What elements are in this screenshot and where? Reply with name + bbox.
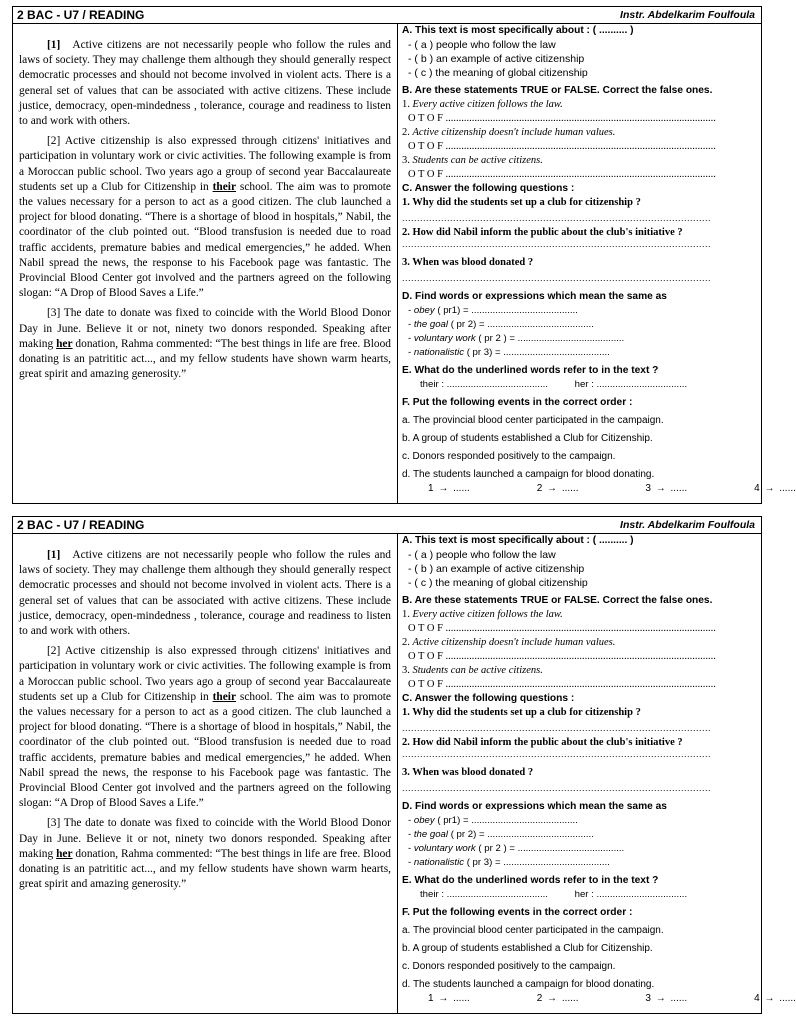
underlined-word-her: her [56,337,73,350]
statement-1: 1. Every active citizen follows the law. [402,99,563,110]
question-3: 3. When was blood donated ? [402,257,534,268]
true-false-3[interactable]: O T O F ....................................................................................................... [408,169,716,180]
event-d: d. The students launched a campaign for blood donating. [402,979,655,990]
statement-3: 3. Students can be active citizens. [402,155,543,166]
event-b: b. A group of students established a Club for Citizenship. [402,943,653,954]
word-item-4[interactable]: - nationalistic ( pr 3) = ........................................ [408,347,610,358]
section-f-title: F. Put the following events in the correct order : [402,907,633,918]
reference-answers[interactable]: their : ...................................... her : .................................. [420,379,688,390]
section-d-title: D. Find words or expressions which mean the same as [402,291,667,302]
statement-2: 2. Active citizenship doesn't include human values. [402,127,616,138]
question-2: 2. How did Nabil inform the public about the club's initiative ? [402,737,683,748]
order-answers[interactable]: 1 → ...... 2 → ...... 3 → ...... 4 → ...... [428,483,796,494]
section-c-title: C. Answer the following questions : [402,693,575,704]
question-1: 1. Why did the students set up a club for citizenship ? [402,707,641,718]
true-false-1[interactable]: O T O F ....................................................................................................... [408,623,716,634]
section-b-title: B. Are these statements TRUE or FALSE. Correct the false ones. [402,595,713,606]
question-3: 3. When was blood donated ? [402,767,534,778]
reference-answers[interactable]: their : ...................................... her : .................................. [420,889,688,900]
answer-line-2[interactable]: ....................................................................................................... [402,239,712,249]
event-c: c. Donors responded positively to the campaign. [402,451,616,462]
worksheet-top [12,6,796,504]
true-false-2[interactable]: O T O F ....................................................................................................... [408,141,716,152]
word-item-1[interactable]: - obey ( pr1) = ........................................ [408,305,578,316]
question-2: 2. How did Nabil inform the public about the club's initiative ? [402,227,683,238]
event-a: a. The provincial blood center participated in the campaign. [402,415,664,426]
paragraph-2: [2] Active citizenship is also expressed through citizens' initiatives and participation in voluntary work or civic activities. The following example is from a Moroccan public school. Two years ago a group of second year Baccalaureate students set up a Club for Citizenship in their school. The aim was to promote the values necessary for a person to act as a good citizen. The club launched a project for blood donating. “There is a shortage of blood in hospitals,” Nabil, the coordinator of the club pointed out. “Blood transfusion is needed due to road traffic accidents, premature babies and medical emergencies,” he added. When Nabil spread the news, the response to his Facebook page was fantastic. The Provincial Blood Center got involved and the partners agreed on the following slogan: “A Drop of Blood Saves a Life.” [19,645,391,810]
underlined-word-their: their [212,690,237,703]
event-d: d. The students launched a campaign for blood donating. [402,469,655,480]
paragraph-2: [2] Active citizenship is also expressed through citizens' initiatives and participation in voluntary work or civic activities. The following example is from a Moroccan public school. Two years ago a group of second year Baccalaureate students set up a Club for Citizenship in their school. The aim was to promote the values necessary for a person to act as a good citizen. The club launched a project for blood donating. “There is a shortage of blood in hospitals,” Nabil, the coordinator of the club pointed out. “Blood transfusion is needed due to road traffic accidents, premature babies and medical emergencies,” he added. When Nabil spread the news, the response to his Facebook page was fantastic. The Provincial Blood Center got involved and the partners agreed on the following slogan: “A Drop of Blood Saves a Life.” [19,135,391,300]
option-b: - ( b ) an example of active citizenship [408,53,585,65]
section-d-title: D. Find words or expressions which mean the same as [402,801,667,812]
section-f-title: F. Put the following events in the correct order : [402,397,633,408]
answer-line-1[interactable]: ....................................................................................................... [402,723,712,733]
answer-line-2[interactable]: ....................................................................................................... [402,749,712,759]
true-false-3[interactable]: O T O F ....................................................................................................... [408,679,716,690]
true-false-1[interactable]: O T O F ....................................................................................................... [408,113,716,124]
answer-line-3[interactable]: ....................................................................................................... [402,273,712,283]
worksheet-title: 2 BAC - U7 / READING [17,518,145,532]
question-1: 1. Why did the students set up a club for citizenship ? [402,197,641,208]
section-a-title: A. This text is most specifically about : ( .......... ) [402,25,634,36]
answer-line-1[interactable]: ....................................................................................................... [402,213,712,223]
questions-panel [398,24,796,503]
paragraph-3: [3] The date to donate was fixed to coincide with the World Blood Donor Day in June. Believe it or not, ninety two donors responded. Speaking after making her donation, Rahma commented: “The best things in life are free. Blood donating is an patrititic act..., and my fellow students have shown warm hearts, great spirit and amazing generosity.” [19,817,392,891]
worksheet-header [13,517,761,534]
statement-3: 3. Students can be active citizens. [402,665,543,676]
word-item-1[interactable]: - obey ( pr1) = ........................................ [408,815,578,826]
option-a: - ( a ) people who follow the law [408,549,556,561]
word-item-2[interactable]: - the goal ( pr 2) = ........................................ [408,319,594,330]
word-item-2[interactable]: - the goal ( pr 2) = ........................................ [408,829,594,840]
section-a-title: A. This text is most specifically about : ( .......... ) [402,535,634,546]
instructor-name: Instr. Abdelkarim Foulfoula [620,519,755,531]
section-e-title: E. What do the underlined words refer to in the text ? [402,365,659,376]
reading-passage [13,534,398,1013]
paragraph-1: [1] Active citizens are not necessarily people who follow the rules and laws of society. They may challenge them although they should generally respect democratic processes and should not become involved in violent acts. There is a general set of values that can be associated with active citizens. These include justice, democracy, open-mindedness , tolerance, courage and readiness to listen to and work with others. [19,39,391,128]
section-e-title: E. What do the underlined words refer to in the text ? [402,875,659,886]
order-answers[interactable]: 1 → ...... 2 → ...... 3 → ...... 4 → ...... [428,993,796,1004]
questions-panel [398,534,796,1013]
option-b: - ( b ) an example of active citizenship [408,563,585,575]
option-c: - ( c ) the meaning of global citizenship [408,67,588,79]
event-b: b. A group of students established a Club for Citizenship. [402,433,653,444]
true-false-2[interactable]: O T O F ....................................................................................................... [408,651,716,662]
event-a: a. The provincial blood center participated in the campaign. [402,925,664,936]
statement-1: 1. Every active citizen follows the law. [402,609,563,620]
instructor-name: Instr. Abdelkarim Foulfoula [620,9,755,21]
word-item-3[interactable]: - voluntary work ( pr 2 ) = ........................................ [408,333,625,344]
worksheet-header [13,7,761,24]
worksheet-title: 2 BAC - U7 / READING [17,8,145,22]
section-b-title: B. Are these statements TRUE or FALSE. Correct the false ones. [402,85,713,96]
event-c: c. Donors responded positively to the campaign. [402,961,616,972]
underlined-word-her: her [56,847,73,860]
paragraph-1: [1] Active citizens are not necessarily people who follow the rules and laws of society. They may challenge them although they should generally respect democratic processes and should not become involved in violent acts. There is a general set of values that can be associated with active citizens. These include justice, democracy, open-mindedness , tolerance, courage and readiness to listen to and work with others. [19,549,391,638]
section-c-title: C. Answer the following questions : [402,183,575,194]
statement-2: 2. Active citizenship doesn't include human values. [402,637,616,648]
word-item-3[interactable]: - voluntary work ( pr 2 ) = ........................................ [408,843,625,854]
paragraph-3: [3] The date to donate was fixed to coincide with the World Blood Donor Day in June. Believe it or not, ninety two donors responded. Speaking after making her donation, Rahma commented: “The best things in life are free. Blood donating is an patrititic act..., and my fellow students have shown warm hearts, great spirit and amazing generosity.” [19,307,392,381]
answer-line-3[interactable]: ....................................................................................................... [402,783,712,793]
option-c: - ( c ) the meaning of global citizenship [408,577,588,589]
word-item-4[interactable]: - nationalistic ( pr 3) = ........................................ [408,857,610,868]
underlined-word-their: their [212,180,237,193]
worksheet-bottom [12,516,796,1014]
reading-passage [13,24,398,503]
option-a: - ( a ) people who follow the law [408,39,556,51]
